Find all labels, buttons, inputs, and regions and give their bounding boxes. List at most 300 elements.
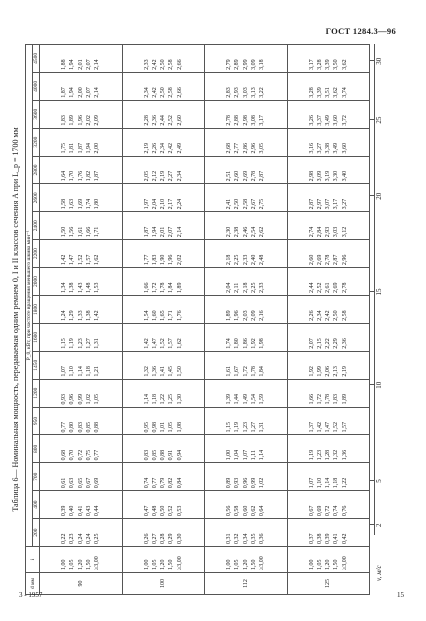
power-value: 1,42 bbox=[143, 338, 150, 349]
rotated-table-block bbox=[9, 44, 414, 595]
power-value: 0,67 bbox=[308, 505, 315, 517]
power-value: 0,28 bbox=[160, 533, 167, 544]
power-value: 3,18 bbox=[259, 59, 266, 70]
rpm-4500: 4500 bbox=[33, 44, 40, 72]
power-value: 2,00 bbox=[77, 87, 84, 98]
power-value: 3,17 bbox=[333, 198, 340, 210]
power-value: 2,93 bbox=[234, 87, 241, 98]
col-ratio: i bbox=[26, 547, 40, 573]
power-value: 2,79 bbox=[226, 59, 232, 70]
power-value: 2,69 bbox=[333, 282, 340, 293]
power-value: 1,02 bbox=[85, 394, 92, 405]
ratio-value: 1,00 bbox=[226, 559, 232, 570]
power-value: 2,62 bbox=[259, 226, 266, 238]
power-cell bbox=[122, 435, 205, 463]
power-value: 2,66 bbox=[176, 59, 183, 70]
power-value: 2,98 bbox=[242, 115, 249, 126]
power-value: 0,42 bbox=[341, 533, 348, 544]
ratio-value: 1,05 bbox=[234, 559, 241, 570]
ratio-value: 1,00 bbox=[143, 559, 150, 570]
power-value: 1,07 bbox=[308, 477, 315, 489]
power-value: 1,38 bbox=[69, 282, 76, 293]
power-value: 0,91 bbox=[168, 449, 175, 461]
ratio-value: 1,05 bbox=[316, 559, 323, 570]
power-value: 2,36 bbox=[151, 115, 158, 126]
power-value: 1,66 bbox=[143, 282, 150, 293]
power-value: 3,62 bbox=[333, 87, 340, 98]
power-value: 2,28 bbox=[143, 115, 150, 126]
power-value: 0,94 bbox=[176, 449, 183, 461]
power-cell bbox=[122, 519, 205, 547]
power-value: 2,15 bbox=[316, 338, 323, 349]
power-value: 0,50 bbox=[160, 505, 167, 517]
table-row bbox=[122, 44, 205, 594]
rpm-4000: 4000 bbox=[33, 72, 40, 100]
power-value: 0,80 bbox=[69, 421, 76, 433]
diameter-cell: 125 bbox=[287, 573, 370, 595]
power-cell bbox=[40, 295, 123, 323]
power-value: 1,94 bbox=[151, 226, 158, 238]
power-value: 1,90 bbox=[160, 254, 167, 266]
power-value: 1,96 bbox=[168, 254, 175, 266]
rpm-2800: 2800 bbox=[33, 156, 40, 184]
power-value: 2,69 bbox=[316, 254, 323, 266]
power-cell bbox=[287, 240, 370, 268]
power-value: 1,66 bbox=[308, 394, 315, 405]
power-value: 1,49 bbox=[242, 394, 249, 405]
power-cell bbox=[205, 519, 288, 547]
power-value: 1,23 bbox=[77, 338, 84, 349]
power-table bbox=[25, 44, 370, 595]
power-value: 0,38 bbox=[316, 533, 323, 544]
power-value: 1,54 bbox=[143, 310, 150, 321]
power-value: 2,42 bbox=[168, 143, 175, 154]
power-value: 1,61 bbox=[226, 366, 232, 377]
power-cell bbox=[40, 491, 123, 519]
power-value: 3,39 bbox=[325, 59, 332, 70]
power-value: 2,09 bbox=[250, 310, 257, 321]
ratio-cell bbox=[40, 547, 123, 573]
power-value: 1,34 bbox=[61, 282, 67, 293]
power-value: 1,23 bbox=[316, 449, 323, 461]
power-cell bbox=[205, 295, 288, 323]
power-value: 3,74 bbox=[341, 87, 348, 98]
power-value: 1,64 bbox=[61, 170, 67, 182]
power-value: 2,03 bbox=[242, 310, 249, 321]
power-value: 3,60 bbox=[333, 115, 340, 126]
power-value: 1,05 bbox=[168, 421, 175, 433]
power-cell bbox=[40, 240, 123, 268]
power-value: 1,52 bbox=[160, 338, 167, 349]
power-value: 0,69 bbox=[316, 505, 323, 517]
power-cell bbox=[40, 407, 123, 435]
ratio-value: 1,50 bbox=[333, 559, 340, 570]
power-value: 0,22 bbox=[61, 533, 67, 544]
power-cell bbox=[122, 240, 205, 268]
power-value: 0,37 bbox=[308, 533, 315, 544]
power-value: 2,36 bbox=[341, 338, 348, 349]
ratio-value: ≥3,00 bbox=[176, 556, 183, 570]
power-cell bbox=[122, 491, 205, 519]
power-value: 2,87 bbox=[259, 170, 266, 182]
ratio-value: 1,50 bbox=[168, 559, 175, 570]
ratio-cell bbox=[287, 547, 370, 573]
power-value: 2,14 bbox=[94, 87, 101, 98]
power-value: 1,14 bbox=[259, 449, 266, 461]
power-value: 3,12 bbox=[341, 226, 348, 238]
power-cell bbox=[205, 100, 288, 128]
power-value: 0,40 bbox=[69, 505, 76, 517]
power-cell bbox=[205, 128, 288, 156]
power-value: 2,09 bbox=[94, 115, 101, 126]
power-value: 1,92 bbox=[250, 338, 257, 349]
power-cell bbox=[287, 156, 370, 184]
power-value: 1,84 bbox=[259, 366, 266, 377]
power-value: 2,52 bbox=[168, 115, 175, 126]
power-cell bbox=[205, 463, 288, 491]
power-value: 0,76 bbox=[341, 505, 348, 517]
power-value: 2,33 bbox=[259, 282, 266, 293]
power-value: 2,87 bbox=[333, 254, 340, 266]
rpm-2200: 2200 bbox=[33, 240, 40, 268]
rpm-3600: 3600 bbox=[33, 100, 40, 128]
power-value: 1,27 bbox=[85, 338, 92, 349]
power-value: 0,24 bbox=[85, 533, 92, 544]
diameter-cell: 100 bbox=[122, 573, 205, 595]
power-value: 1,80 bbox=[94, 198, 101, 210]
power-value: 2,78 bbox=[226, 115, 232, 126]
ratio-value: 1,20 bbox=[160, 559, 167, 570]
rpm-1600: 1600 bbox=[33, 323, 40, 351]
power-cell bbox=[122, 184, 205, 212]
power-value: 2,30 bbox=[226, 226, 232, 238]
velocity-label: v, м/с bbox=[375, 565, 383, 581]
power-value: 1,14 bbox=[325, 477, 332, 489]
power-value: 1,88 bbox=[61, 59, 67, 70]
power-value: 0,43 bbox=[85, 505, 92, 517]
power-value: 2,34 bbox=[176, 170, 183, 182]
power-value: 0,72 bbox=[325, 505, 332, 517]
power-cell bbox=[205, 240, 288, 268]
power-value: 2,77 bbox=[234, 143, 241, 154]
power-cell bbox=[40, 268, 123, 296]
power-value: 2,01 bbox=[77, 59, 84, 70]
power-value: 1,63 bbox=[69, 198, 76, 210]
power-value: 1,50 bbox=[61, 226, 67, 238]
table-body bbox=[40, 44, 370, 594]
power-value: 1,86 bbox=[242, 338, 249, 349]
power-value: 2,33 bbox=[143, 59, 150, 70]
power-value: 0,67 bbox=[85, 477, 92, 489]
rpm-400: 400 bbox=[33, 491, 40, 519]
power-value: 0,68 bbox=[61, 449, 67, 461]
power-value: 0,35 bbox=[250, 533, 257, 544]
rpm-1200: 1200 bbox=[33, 379, 40, 407]
power-cell bbox=[122, 323, 205, 351]
ratio-value: 1,50 bbox=[85, 559, 92, 570]
power-value: 3,37 bbox=[316, 115, 323, 126]
power-value: 0,25 bbox=[94, 533, 101, 544]
power-value: 2,58 bbox=[242, 198, 249, 210]
power-value: 0,41 bbox=[333, 533, 340, 544]
power-value: 1,18 bbox=[85, 366, 92, 377]
power-value: 0,77 bbox=[151, 477, 158, 489]
power-value: 2,00 bbox=[94, 143, 101, 154]
power-cell bbox=[122, 72, 205, 100]
power-value: 0,79 bbox=[160, 477, 167, 489]
power-value: 1,62 bbox=[176, 338, 183, 349]
power-value: 2,96 bbox=[250, 143, 257, 154]
power-cell bbox=[40, 463, 123, 491]
power-cell bbox=[40, 519, 123, 547]
power-value: 1,98 bbox=[259, 338, 266, 349]
power-cell bbox=[287, 72, 370, 100]
power-value: 2,19 bbox=[341, 366, 348, 377]
power-value: 2,46 bbox=[242, 226, 249, 238]
power-value: 2,07 bbox=[168, 226, 175, 238]
power-value: 2,50 bbox=[160, 59, 167, 70]
power-value: 2,52 bbox=[316, 282, 323, 293]
power-cell bbox=[287, 519, 370, 547]
power-value: 1,18 bbox=[151, 394, 158, 405]
power-cell bbox=[40, 44, 123, 72]
power-value: 2,78 bbox=[341, 282, 348, 293]
table-row bbox=[205, 44, 288, 594]
power-value: 1,48 bbox=[85, 282, 92, 293]
velocity-tick bbox=[369, 385, 374, 386]
power-value: 0,39 bbox=[61, 505, 67, 517]
power-value: 2,60 bbox=[234, 170, 241, 182]
power-value: 1,19 bbox=[234, 421, 241, 433]
power-value: 3,38 bbox=[325, 143, 332, 154]
power-value: 1,84 bbox=[168, 282, 175, 293]
power-value: 3,22 bbox=[259, 87, 266, 98]
table-title: Таблица 6— Номинальная мощность, передаваемая одним ремнем 0, I и II классов сечения A при L_p = 1700 мм bbox=[11, 127, 20, 512]
power-value: 1,22 bbox=[160, 394, 167, 405]
power-cell bbox=[40, 156, 123, 184]
power-cell bbox=[122, 463, 205, 491]
power-value: 1,77 bbox=[143, 254, 150, 266]
power-value: 1,66 bbox=[85, 226, 92, 238]
power-value: 2,84 bbox=[316, 226, 323, 238]
power-value: 1,57 bbox=[85, 254, 92, 266]
power-value: 0,77 bbox=[94, 449, 101, 461]
power-value: 2,38 bbox=[234, 226, 241, 238]
velocity-tick bbox=[369, 291, 374, 292]
power-value: 1,15 bbox=[226, 421, 232, 433]
power-value: 2,19 bbox=[160, 170, 167, 182]
rpm-950: 950 bbox=[33, 407, 40, 435]
power-value: 2,18 bbox=[242, 282, 249, 293]
power-value: 1,07 bbox=[61, 366, 67, 377]
power-value: 2,44 bbox=[160, 115, 167, 126]
power-value: 2,40 bbox=[250, 254, 257, 266]
power-value: 0,61 bbox=[61, 477, 67, 489]
power-value: 1,94 bbox=[69, 87, 76, 98]
power-value: 3,09 bbox=[250, 59, 257, 70]
power-cell bbox=[122, 128, 205, 156]
power-cell bbox=[205, 212, 288, 240]
power-cell bbox=[287, 491, 370, 519]
ratio-value: 1,05 bbox=[69, 559, 76, 570]
power-value: 1,41 bbox=[160, 366, 167, 377]
power-value: 2,48 bbox=[259, 254, 266, 266]
power-value: 0,83 bbox=[77, 421, 84, 433]
power-value: 2,97 bbox=[316, 198, 323, 210]
power-value: 0,69 bbox=[94, 477, 101, 489]
power-value: 0,65 bbox=[77, 477, 84, 489]
power-value: 3,16 bbox=[308, 143, 315, 154]
power-value: 0,74 bbox=[143, 477, 150, 489]
power-value: 2,44 bbox=[308, 282, 315, 293]
ratio-value: ≥3,00 bbox=[94, 556, 101, 570]
power-value: 1,47 bbox=[151, 338, 158, 349]
power-value: 0,26 bbox=[143, 533, 150, 544]
power-value: 1,24 bbox=[61, 310, 67, 321]
power-value: 2,11 bbox=[234, 282, 241, 293]
power-value: 1,52 bbox=[333, 421, 340, 433]
power-value: 1,43 bbox=[77, 282, 84, 293]
power-value: 2,25 bbox=[250, 282, 257, 293]
power-cell bbox=[40, 323, 123, 351]
power-value: 1,52 bbox=[77, 254, 84, 266]
power-cell bbox=[287, 435, 370, 463]
power-value: 1,10 bbox=[316, 477, 323, 489]
power-value: 0,84 bbox=[176, 477, 183, 489]
power-value: 1,71 bbox=[94, 226, 101, 238]
power-value: 2,83 bbox=[226, 87, 232, 98]
power-value: 2,01 bbox=[160, 226, 167, 238]
power-cell bbox=[40, 212, 123, 240]
power-cell bbox=[287, 268, 370, 296]
header-row-1 bbox=[26, 44, 33, 594]
power-cell bbox=[205, 72, 288, 100]
power-cell bbox=[205, 407, 288, 435]
velocity-tick bbox=[369, 61, 374, 62]
power-cell bbox=[122, 407, 205, 435]
power-value: 2,42 bbox=[151, 59, 158, 70]
power-value: 1,81 bbox=[69, 143, 76, 154]
power-value: 1,89 bbox=[69, 115, 76, 126]
power-value: 2,41 bbox=[226, 198, 232, 210]
power-value: 3,28 bbox=[308, 87, 315, 98]
power-value: 2,25 bbox=[234, 254, 241, 266]
power-value: 2,78 bbox=[325, 254, 332, 266]
power-value: 1,71 bbox=[168, 310, 175, 321]
power-cell bbox=[40, 128, 123, 156]
power-value: 0,29 bbox=[168, 533, 175, 544]
power-value: 0,74 bbox=[333, 505, 340, 517]
power-value: 1,54 bbox=[250, 394, 257, 405]
rpm-800: 800 bbox=[33, 435, 40, 463]
velocity-tick bbox=[369, 525, 374, 526]
power-value: 0,96 bbox=[242, 477, 249, 489]
power-value: 3,27 bbox=[341, 198, 348, 210]
power-value: 1,42 bbox=[61, 254, 67, 266]
ratio-value: 1,20 bbox=[77, 559, 84, 570]
power-value: 1,83 bbox=[151, 254, 158, 266]
power-value: 2,12 bbox=[151, 170, 158, 182]
power-value: 1,23 bbox=[242, 421, 249, 433]
power-value: 0,88 bbox=[94, 421, 101, 433]
power-cell bbox=[205, 351, 288, 379]
power-value: 2,04 bbox=[226, 282, 232, 293]
power-value: 1,78 bbox=[250, 366, 257, 377]
velocity-tick-label: 15 bbox=[375, 288, 383, 296]
power-value: 1,76 bbox=[77, 170, 84, 182]
power-cell bbox=[205, 268, 288, 296]
power-value: 1,99 bbox=[316, 366, 323, 377]
power-cell bbox=[205, 323, 288, 351]
power-value: 0,99 bbox=[77, 394, 84, 405]
power-value: 2,68 bbox=[226, 143, 232, 154]
power-value: 0,89 bbox=[226, 477, 232, 489]
power-value: 1,25 bbox=[168, 394, 175, 405]
power-cell bbox=[122, 379, 205, 407]
ratio-value: 1,05 bbox=[151, 559, 158, 570]
power-value: 1,62 bbox=[94, 254, 101, 266]
power-cell bbox=[40, 379, 123, 407]
power-value: 2,29 bbox=[333, 338, 340, 349]
power-value: 1,56 bbox=[69, 226, 76, 238]
power-value: 0,99 bbox=[250, 477, 257, 489]
power-cell bbox=[287, 100, 370, 128]
power-value: 1,14 bbox=[143, 394, 150, 405]
power-value: 3,17 bbox=[308, 59, 315, 70]
velocity-tick-label: 20 bbox=[375, 192, 383, 200]
power-value: 3,28 bbox=[316, 59, 323, 70]
power-value: 2,19 bbox=[143, 143, 150, 154]
ratio-cell bbox=[122, 547, 205, 573]
power-value: 1,69 bbox=[77, 198, 84, 210]
power-value: 1,42 bbox=[316, 421, 323, 433]
power-value: 2,17 bbox=[168, 198, 175, 210]
power-value: 1,19 bbox=[69, 338, 76, 349]
power-value: 1,76 bbox=[176, 310, 183, 321]
power-value: 2,27 bbox=[168, 170, 175, 182]
power-value: 1,32 bbox=[333, 449, 340, 461]
power-value: 2,98 bbox=[308, 170, 315, 182]
power-cell bbox=[122, 351, 205, 379]
ratio-value: 1,20 bbox=[325, 559, 332, 570]
power-cell bbox=[40, 100, 123, 128]
velocity-scale bbox=[375, 44, 389, 581]
power-value: 0,64 bbox=[259, 505, 266, 517]
diameter-cell: 112 bbox=[205, 573, 288, 595]
power-cell bbox=[287, 323, 370, 351]
power-value: 1,89 bbox=[226, 310, 232, 321]
table-row bbox=[40, 44, 123, 594]
rpm-3200: 3200 bbox=[33, 128, 40, 156]
power-value: 1,82 bbox=[85, 170, 92, 182]
power-value: 2,61 bbox=[325, 282, 332, 293]
power-cell bbox=[287, 379, 370, 407]
power-value: 1,75 bbox=[61, 143, 67, 154]
power-value: 2,34 bbox=[160, 143, 167, 154]
power-value: 0,31 bbox=[226, 533, 232, 544]
power-value: 0,85 bbox=[85, 421, 92, 433]
power-value: 1,30 bbox=[176, 394, 183, 405]
power-value: 0,63 bbox=[69, 477, 76, 489]
power-value: 0,52 bbox=[168, 505, 175, 517]
col-diameter: d мм bbox=[26, 573, 40, 595]
rpm-200: 200 bbox=[33, 519, 40, 547]
ratio-value: 1,00 bbox=[61, 559, 67, 570]
power-value: 1,87 bbox=[143, 226, 150, 238]
power-value: 1,94 bbox=[69, 59, 76, 70]
power-value: 1,67 bbox=[234, 366, 241, 377]
power-cell bbox=[122, 156, 205, 184]
